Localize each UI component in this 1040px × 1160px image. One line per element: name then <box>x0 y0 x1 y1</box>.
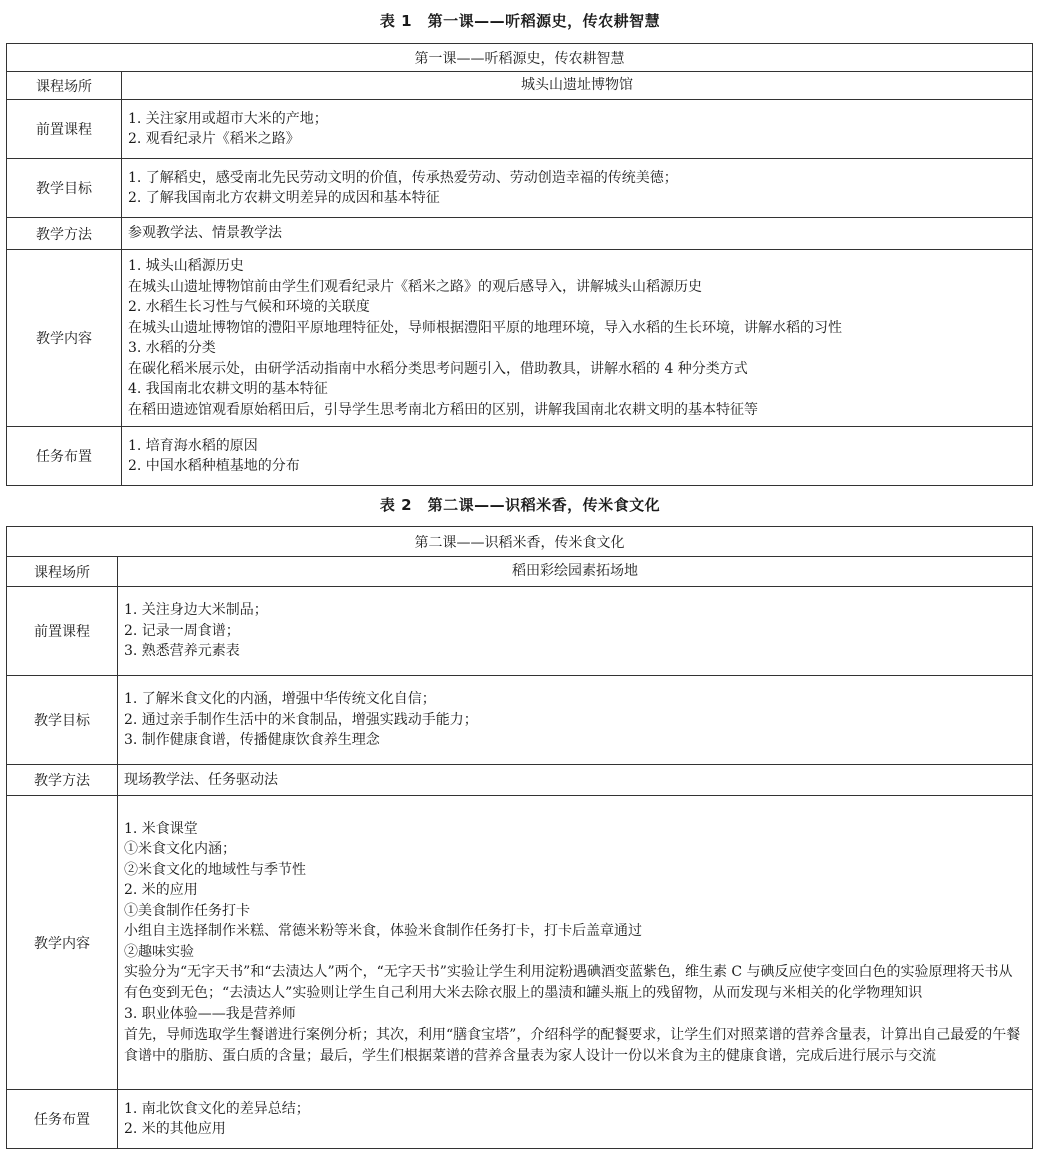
row-label: 课程场所 <box>7 557 118 587</box>
row-content: 参观教学法、情景教学法 <box>122 218 1033 250</box>
table-2-caption: 表 2 第二课——识稻米香，传米食文化 <box>379 496 661 514</box>
row-content: 1. 了解稻史，感受南北先民劳动文明的价值，传承热爱劳动、劳动创造幸福的传统美德； 2. 了解我国南北方农耕文明差异的成因和基本特征 <box>122 159 1033 218</box>
row-label: 任务布置 <box>7 427 122 486</box>
row-label: 教学内容 <box>7 796 118 1090</box>
row-content: 1. 关注家用或超市大米的产地； 2. 观看纪录片《稻米之路》 <box>122 100 1033 159</box>
table-row <box>7 765 1033 796</box>
table-1-caption: 表 1 第一课——听稻源史，传农耕智慧 <box>379 12 661 30</box>
table-row <box>7 796 1033 1090</box>
row-content: 1. 南北饮食文化的差异总结； 2. 米的其他应用 <box>118 1090 1033 1149</box>
table-row <box>7 587 1033 676</box>
table-2 <box>6 526 1033 1149</box>
row-content: 1. 城头山稻源历史 在城头山遗址博物馆前由学生们观看纪录片《稻米之路》的观后感导入，讲解城头山稻源历史 2. 水稻生长习性与气候和环境的关联度 在城头山遗址博物馆的澧阳平原地理特征处，导师根据澧阳平原的地理环境，导入水稻的生长环境，讲解水稻的习性 3. 水稻的分类 在碳化稻米展示处，由研学活动指南中水稻分类思考问题引入，借助教具，讲解水稻的 4 种分类方式 4. 我国南北农耕文明的基本特征 在稻田遗迹馆观看原始稻田后，引导学生思考南北方稻田的区别，讲解我国南北农耕文明的基本特征等 <box>122 250 1033 427</box>
table-row <box>7 100 1033 159</box>
table-2-header: 第二课——识稻米香，传米食文化 <box>7 527 1033 557</box>
table-row <box>7 250 1033 427</box>
row-label: 教学方法 <box>7 765 118 796</box>
table-row <box>7 676 1033 765</box>
row-label: 教学目标 <box>7 676 118 765</box>
row-content: 1. 关注身边大米制品； 2. 记录一周食谱； 3. 熟悉营养元素表 <box>118 587 1033 676</box>
table-row <box>7 218 1033 250</box>
table-row <box>7 159 1033 218</box>
row-label: 教学内容 <box>7 250 122 427</box>
row-content: 城头山遗址博物馆 <box>122 72 1033 100</box>
row-label: 教学方法 <box>7 218 122 250</box>
row-content: 稻田彩绘园素拓场地 <box>118 557 1033 587</box>
row-label: 前置课程 <box>7 100 122 159</box>
table-row <box>7 44 1033 72</box>
table-1 <box>6 43 1033 486</box>
table-row <box>7 527 1033 557</box>
row-label: 教学目标 <box>7 159 122 218</box>
row-content: 1. 了解米食文化的内涵，增强中华传统文化自信； 2. 通过亲手制作生活中的米食制品，增强实践动手能力； 3. 制作健康食谱，传播健康饮食养生理念 <box>118 676 1033 765</box>
row-label: 课程场所 <box>7 72 122 100</box>
table-row <box>7 427 1033 486</box>
row-content: 现场教学法、任务驱动法 <box>118 765 1033 796</box>
table-row <box>7 1090 1033 1149</box>
row-content: 1. 米食课堂 ①米食文化内涵； ②米食文化的地域性与季节性 2. 米的应用 ①美食制作任务打卡 小组自主选择制作米糕、常德米粉等米食，体验米食制作任务打卡，打卡后盖章通过 ②趣味实验 实验分为“无字天书”和“去渍达人”两个，“无字天书”实验让学生利用淀粉遇碘酒变蓝紫色，维生素 C 与碘反应使字变回白色的实验原理将天书从有色变到无色；“去渍达人”实验则让学生自己利用大米去除衣服上的墨渍和罐头瓶上的残留物，从而发现与米相关的化学物理知识 3. 职业体验——我是营养师 首先，导师选取学生餐谱进行案例分析；其次，利用“膳食宝塔”，介绍科学的配餐要求，让学生们对照菜谱的营养含量表，计算出自己最爱的午餐食谱中的脂肪、蛋白质的含量；最后，学生们根据菜谱的营养含量表为家人设计一份以米食为主的健康食谱，完成后进行展示与交流 <box>118 796 1033 1090</box>
table-row <box>7 72 1033 100</box>
row-label: 任务布置 <box>7 1090 118 1149</box>
table-1-header: 第一课——听稻源史，传农耕智慧 <box>7 44 1033 72</box>
row-content: 1. 培育海水稻的原因 2. 中国水稻种植基地的分布 <box>122 427 1033 486</box>
row-label: 前置课程 <box>7 587 118 676</box>
table-row <box>7 557 1033 587</box>
